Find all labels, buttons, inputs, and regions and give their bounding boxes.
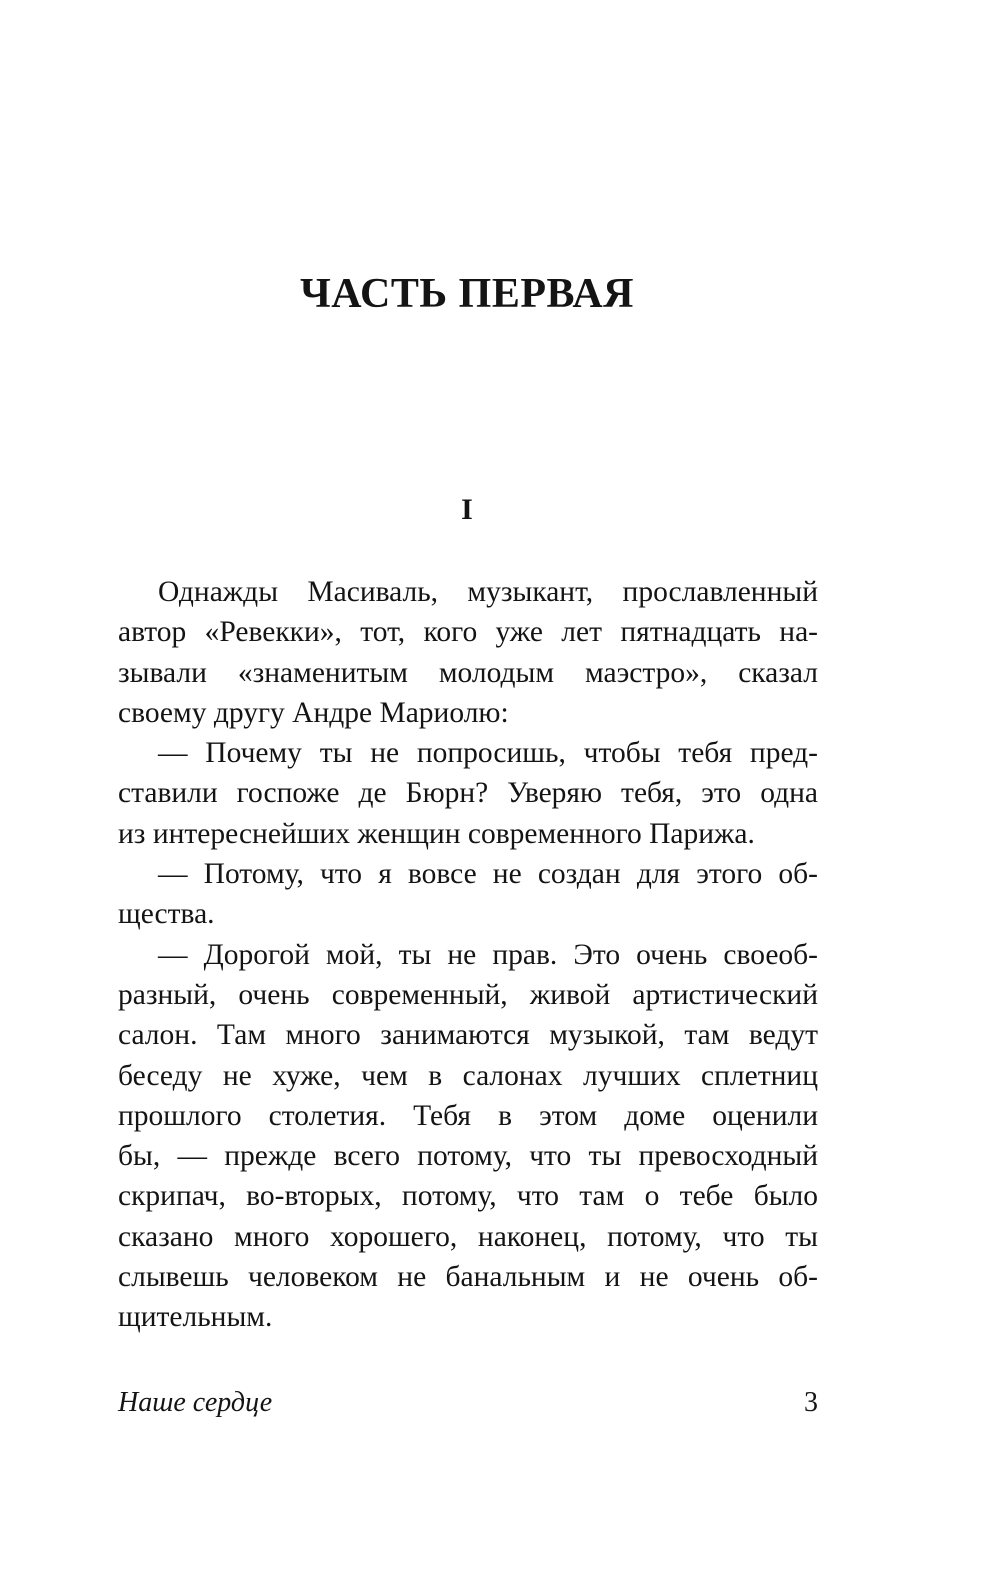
body-text (118, 572, 818, 1338)
text-line: скрипач, во-вторых, потому, что там о тебе было (118, 1180, 818, 1213)
text-line: щительным. (118, 1301, 273, 1334)
text-line: Однажды Масиваль, музыкант, прославленный (158, 576, 818, 608)
page-footer (118, 1387, 818, 1427)
text-line: бы, — прежде всего потому, что ты превосходный (118, 1140, 818, 1173)
text-line: зывали «знаменитым молодым маэстро», сказал (118, 656, 818, 689)
running-title: Наше сердце (118, 1387, 273, 1418)
text-line: щества. (118, 898, 215, 931)
part-title: ЧАСТЬ ПЕРВАЯ (299, 271, 635, 317)
text-line: из интереснейших женщин современного Парижа. (118, 817, 755, 850)
text-line: разный, очень современный, живой артистический (118, 978, 818, 1011)
text-line: — Дорогой мой, ты не прав. Это очень своеоб- (158, 938, 818, 971)
text-line: слывешь человеком не банальным и не очень об- (118, 1261, 818, 1294)
text-line: — Почему ты не попросишь, чтобы тебя пред- (158, 737, 818, 770)
text-line: — Потому, что я вовсе не создан для этого об- (158, 858, 818, 891)
text-line: беседу не хуже, чем в салонах лучших сплетниц (118, 1059, 818, 1092)
text-line: салон. Там много занимаются музыкой, там ведут (118, 1019, 818, 1052)
text-line: ставили госпоже де Бюрн? Уверяю тебя, это одна (118, 777, 818, 810)
text-line: сказано много хорошего, наконец, потому, что ты (118, 1220, 818, 1253)
text-line: своему другу Андре Мариолю: (118, 696, 509, 729)
text-line: автор «Ревекки», тот, кого уже лет пятнадцать на- (118, 616, 818, 649)
page-number: 3 (804, 1387, 818, 1418)
chapter-number: I (461, 493, 473, 526)
text-line: прошлого столетия. Тебя в этом доме оценили (118, 1099, 818, 1132)
